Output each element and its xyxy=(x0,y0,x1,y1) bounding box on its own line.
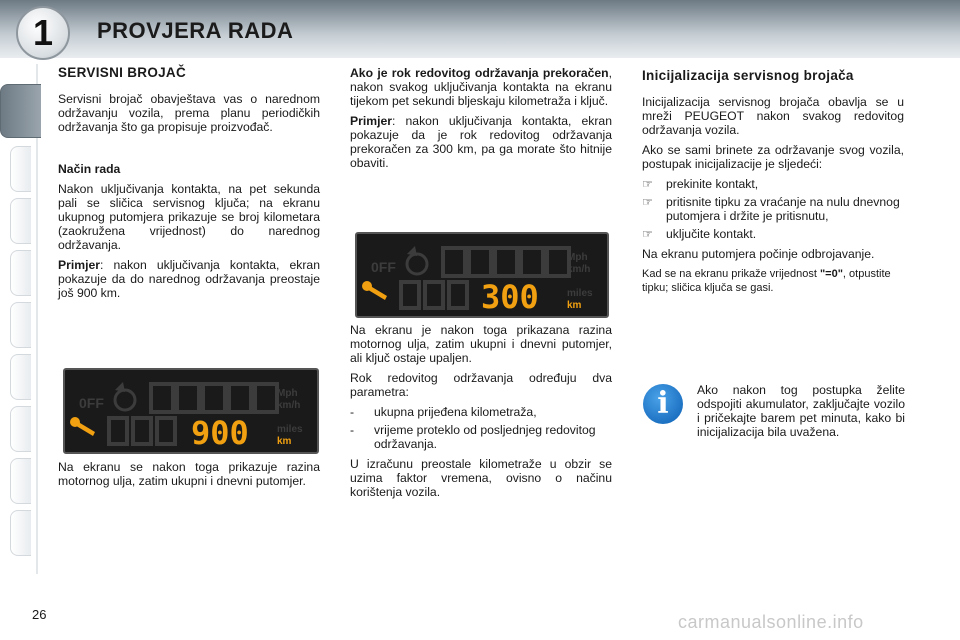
column-service-counter xyxy=(58,66,320,306)
self-service-text: Ako se sami brinete za održavanje svog vozila, postupak inicijalizacije je sljedeći: xyxy=(642,143,904,171)
operation-paragraph: Nakon uključivanja kontakta, na pet sekunda pali se sličica servisnog ključa; na ekranu ukupnog putomjera prikazuje se broj kilometara (zaokružena vrijednost) do narednog održavanja. xyxy=(58,182,320,252)
countdown-text: Na ekranu putomjera počinje odbrojavanje. xyxy=(642,247,875,261)
parameters-list xyxy=(350,405,612,451)
chapter-tab-2[interactable] xyxy=(10,146,31,192)
odometer-display-graphic xyxy=(65,370,317,452)
dim-digit xyxy=(157,418,175,444)
spacer xyxy=(58,140,320,154)
dim-digit xyxy=(151,384,173,412)
list-item: ☞ pritisnite tipku za vraćanje na nulu dnevnog putomjera i držite je pritisnutu, xyxy=(642,195,900,223)
unit-kmh: km/h xyxy=(277,400,301,411)
example-label: Primjer xyxy=(350,114,393,128)
wrench-head xyxy=(70,417,80,427)
dim-digit xyxy=(547,248,569,276)
remaining-km-value: 900 xyxy=(191,414,249,452)
unit-kmh: km/h xyxy=(567,264,591,275)
page-title: PROVJERA RADA xyxy=(97,18,294,43)
params-intro: Rok redovitog održavanja određuju dva parametra: xyxy=(350,371,612,399)
init-intro: Inicijalizacija servisnog brojača obavlja se u mreži PEUGEOT nakon svakog redovitog održavanja vozila. xyxy=(642,95,904,137)
unit-miles: miles xyxy=(567,288,593,299)
dim-digit xyxy=(443,248,465,276)
dim-digit xyxy=(425,282,443,308)
closing-paragraph: U izračunu preostale kilometraže u obzir se uzima faktor vremena, ovisno o načinu korištenja vozila. xyxy=(350,457,612,499)
chapter-tab-8[interactable] xyxy=(10,458,31,504)
dim-digit xyxy=(229,384,251,412)
oil-gauge-icon xyxy=(115,390,135,410)
zero-value: "=0" xyxy=(819,268,843,280)
dim-digit xyxy=(177,384,199,412)
overdue-lead: Ako je rok redovitog održavanja prekoračen xyxy=(350,66,609,80)
caption-text: Na ekranu je nakon toga prikazana razina motornog ulja, zatim ukupni i dnevni putomjer, ali ključ ostaje upaljen. xyxy=(350,323,612,365)
column-initialization xyxy=(642,68,904,301)
dim-digit xyxy=(203,384,225,412)
off-label: 0FF xyxy=(79,395,104,411)
overdue-example xyxy=(350,114,612,170)
chapter-tab-1[interactable] xyxy=(0,84,41,138)
odometer-display-300 xyxy=(355,232,609,318)
section-heading-initialization: Inicijalizacija servisnog brojača xyxy=(642,68,854,83)
caption-text: Na ekranu se nakon toga prikazuje razina motornog ulja, zatim ukupni i dnevni putomjer. xyxy=(58,460,320,488)
dim-digit xyxy=(255,384,277,412)
pointing-hand-icon: ☞ xyxy=(642,195,653,209)
example-label: Primjer xyxy=(58,258,101,272)
info-note: Ako nakon tog postupka želite odspojiti akumulator, zaključajte vozilo i pričekajte barem pet minuta, kako bi inicijalizacija bila uvažena. xyxy=(697,383,905,439)
example-text: : nakon uključivanja kontakta, ekran pokazuje da do narednog održavanja preostaje još 900 km. xyxy=(58,258,320,300)
dim-digit xyxy=(401,282,419,308)
chapter-badge: 1 xyxy=(16,6,70,60)
unit-km: km xyxy=(277,436,292,447)
column-overdue-lower xyxy=(350,323,612,505)
pointing-hand-icon: ☞ xyxy=(642,227,653,241)
odometer-display-graphic xyxy=(357,234,607,316)
dim-digit xyxy=(469,248,491,276)
chapter-tab-5[interactable] xyxy=(10,302,31,348)
chapter-tab-3[interactable] xyxy=(10,198,31,244)
dash-marker: - xyxy=(350,423,355,437)
subheading-operation: Način rada xyxy=(58,162,121,176)
dim-digit xyxy=(495,248,517,276)
chapter-tab-9[interactable] xyxy=(10,510,31,556)
intro-paragraph: Servisni brojač obavještava vas o narednom održavanju vozila, prema planu periodičkih održavanja što ga propisuje proizvođač. xyxy=(58,92,320,134)
chapter-tab-7[interactable] xyxy=(10,406,31,452)
watermark: carmanualsonline.info xyxy=(678,612,864,632)
unit-mph: Mph xyxy=(277,388,298,399)
dim-digit xyxy=(521,248,543,276)
oil-gauge-icon xyxy=(407,254,427,274)
warning-arrow-icon xyxy=(407,246,417,256)
info-icon: i xyxy=(643,384,683,424)
caption-display-1 xyxy=(58,460,320,494)
example-text: : nakon uključivanja kontakta, ekran pokazuje da je rok redovitog održavanja prekoračen za 300 km, pa ga morate što hitnije obaviti. xyxy=(350,114,612,170)
chapter-tab-rail xyxy=(0,64,46,584)
dim-digit xyxy=(449,282,467,308)
release-text: Kad se na ekranu prikaže vrijednost "=0", otpustite tipku; sličica ključa se gasi. xyxy=(642,268,891,294)
overdue-text: , nakon svakog uključivanja kontakta na ekranu tijekom pet sekundi bljeskaju kilometraža i ključ. xyxy=(350,66,612,108)
dim-digit xyxy=(133,418,151,444)
list-item: ☞ prekinite kontakt, xyxy=(642,177,759,191)
overdue-paragraph xyxy=(350,66,612,108)
odometer-display-900 xyxy=(63,368,319,454)
page-number: 26 xyxy=(32,607,47,622)
wrench-head xyxy=(362,281,372,291)
list-item: - vrijeme proteklo od posljednjeg redovitog održavanja. xyxy=(350,423,596,451)
list-item: ☞ uključite kontakt. xyxy=(642,227,757,241)
pointing-hand-icon: ☞ xyxy=(642,177,653,191)
unit-mph: Mph xyxy=(567,252,588,263)
chapter-tab-6[interactable] xyxy=(10,354,31,400)
warning-arrow-icon xyxy=(115,382,125,392)
steps-list xyxy=(642,177,904,241)
list-item: - ukupna prijeđena kilometraža, xyxy=(350,405,537,419)
unit-km: km xyxy=(567,300,582,311)
section-heading-service-counter: SERVISNI BROJAČ xyxy=(58,65,187,80)
dim-digit xyxy=(109,418,127,444)
unit-miles: miles xyxy=(277,424,303,435)
chapter-tab-4[interactable] xyxy=(10,250,31,296)
example-paragraph xyxy=(58,258,320,300)
overdue-km-value: 300 xyxy=(481,278,539,316)
column-overdue xyxy=(350,66,612,176)
off-label: 0FF xyxy=(371,259,396,275)
dash-marker: - xyxy=(350,405,355,419)
